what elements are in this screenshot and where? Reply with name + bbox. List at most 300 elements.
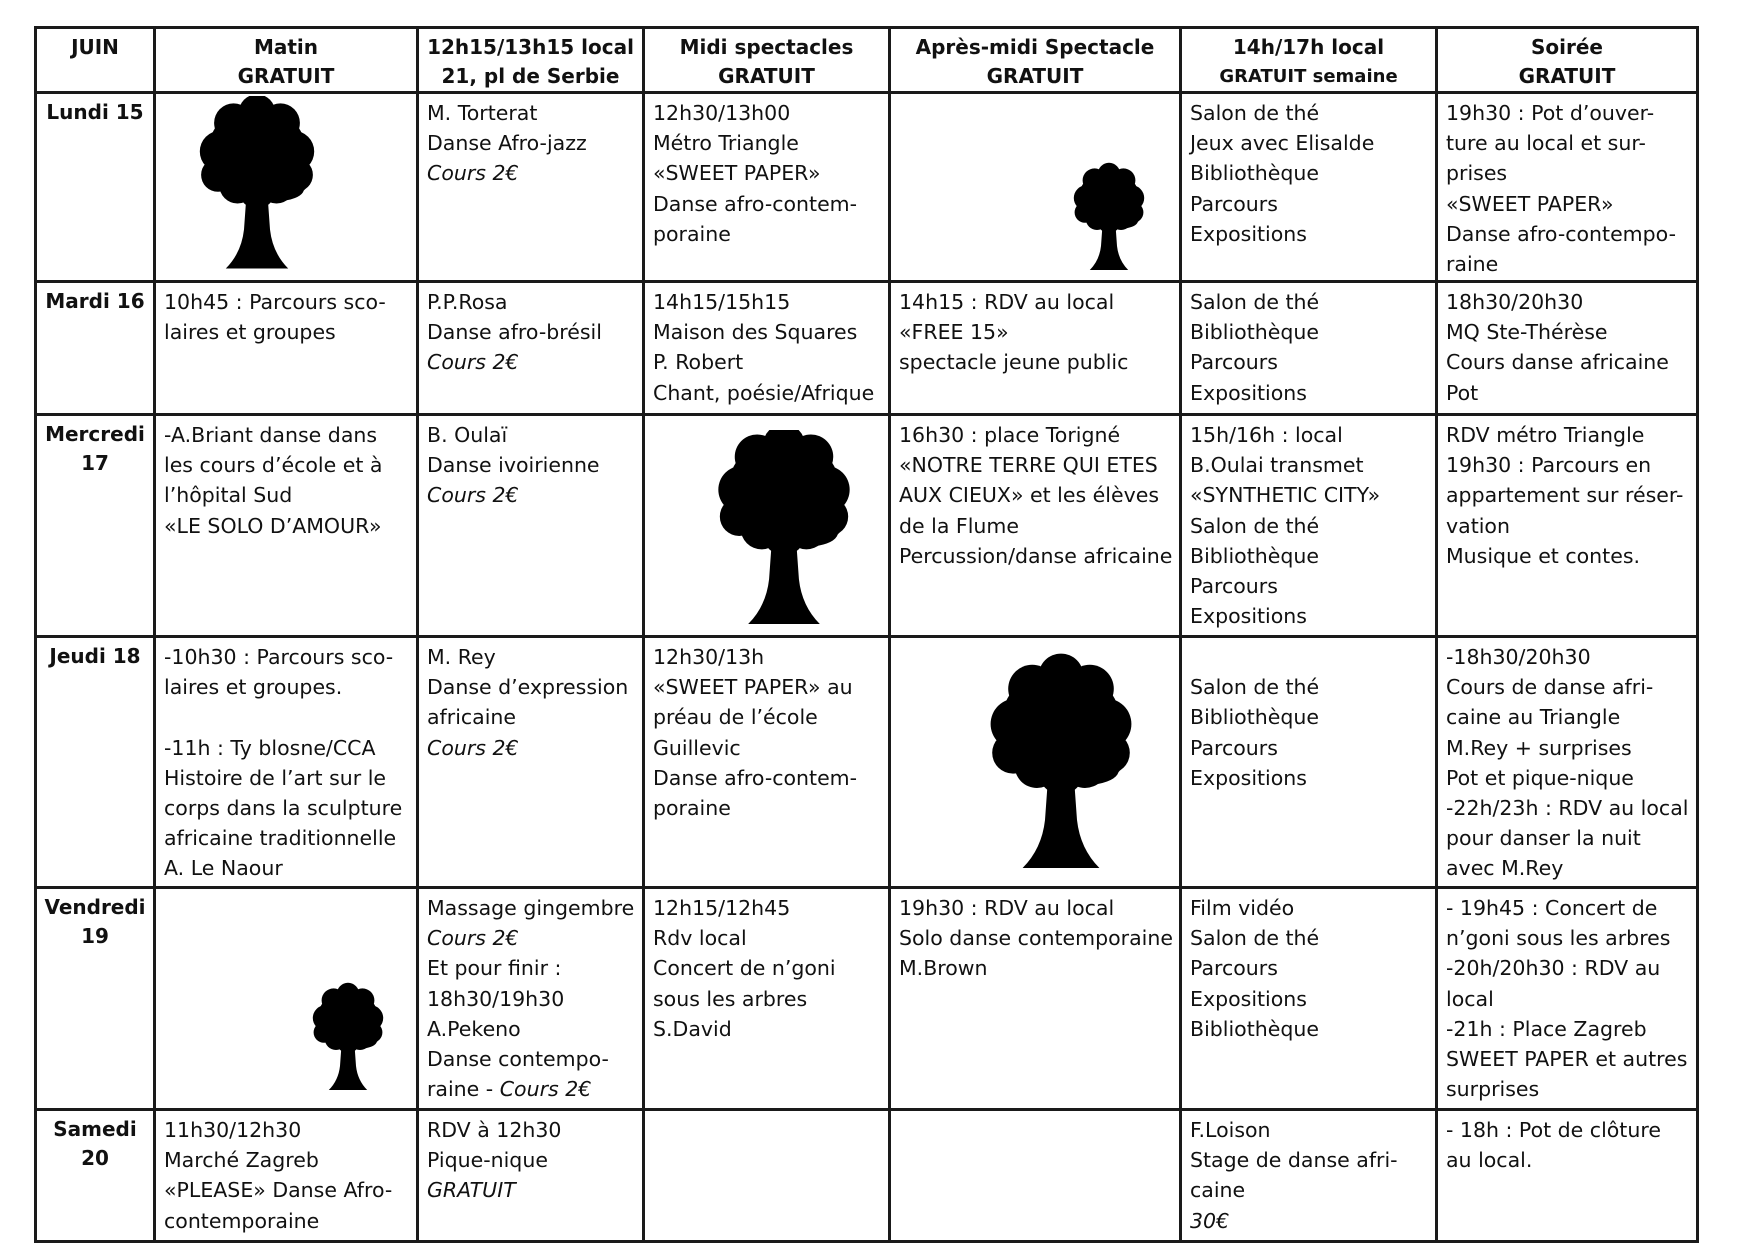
cell-text-line bbox=[427, 1145, 636, 1175]
cell-local-14-17 bbox=[1181, 282, 1437, 415]
schedule-row bbox=[36, 93, 1698, 282]
cell-text: Bibliothèque bbox=[1190, 705, 1319, 730]
cell-text: 19h30 : Pot d’ouver- bbox=[1446, 101, 1655, 125]
cell-text-line bbox=[164, 1145, 410, 1175]
day-label bbox=[36, 93, 155, 282]
cell-text: Danse afro-contempo- bbox=[1446, 221, 1676, 246]
cell-local-14-17 bbox=[1181, 1110, 1437, 1242]
header-row bbox=[36, 28, 1698, 93]
cell-text: raine bbox=[1446, 252, 1499, 277]
cell-text: -18h30/20h30 bbox=[1446, 645, 1591, 669]
cell-text-line bbox=[1190, 98, 1429, 128]
cell-text: Film vidéo bbox=[1190, 896, 1295, 920]
cell-text: Et pour finir : bbox=[427, 956, 562, 981]
cell-text-line bbox=[653, 672, 882, 702]
cell-text-line bbox=[1190, 672, 1429, 702]
cell-soiree bbox=[1437, 415, 1698, 637]
cell-midi-spectacles bbox=[644, 1110, 890, 1242]
header-month: JUIN bbox=[36, 28, 155, 93]
cell-text-line bbox=[1446, 450, 1690, 480]
cell-text-line bbox=[899, 420, 1173, 450]
day-label-line: 20 bbox=[81, 1146, 109, 1170]
cell-text-line bbox=[164, 511, 410, 541]
cell-text-line bbox=[427, 98, 636, 128]
cell-text: Stage de danse afri- bbox=[1190, 1148, 1398, 1173]
cell-text: GRATUIT bbox=[427, 1178, 516, 1203]
afro-silhouette-icon bbox=[981, 650, 1141, 878]
cell-text-line bbox=[1446, 853, 1690, 883]
cell-text: sous les arbres bbox=[653, 986, 808, 1011]
cell-text-line bbox=[899, 317, 1173, 347]
cell-text: Expositions bbox=[1190, 604, 1307, 629]
cell-text: 12h30/13h bbox=[653, 645, 765, 669]
cell-midi-local bbox=[418, 888, 644, 1110]
cell-text: appartement sur réser- bbox=[1446, 483, 1684, 508]
cell-local-14-17 bbox=[1181, 637, 1437, 888]
cell-text-line bbox=[653, 347, 882, 377]
cell-midi-local bbox=[418, 93, 644, 282]
afro-silhouette-icon bbox=[1069, 162, 1149, 274]
cell-text: Métro Triangle bbox=[653, 131, 799, 156]
day-label-line: Mercredi bbox=[45, 422, 145, 446]
cell-text-line bbox=[653, 984, 882, 1014]
cell-text-line bbox=[1446, 1074, 1690, 1104]
cell-text-line bbox=[427, 420, 636, 450]
cell-text: Marché Zagreb bbox=[164, 1148, 319, 1173]
day-label-line: Samedi bbox=[53, 1117, 137, 1141]
cell-text-line bbox=[899, 450, 1173, 480]
cell-text-line bbox=[1190, 450, 1429, 480]
cell-text: Expositions bbox=[1190, 765, 1307, 790]
cell-soiree bbox=[1437, 1110, 1698, 1242]
cell-text: 19h30 : Parcours en bbox=[1446, 453, 1652, 478]
cell-text: Musique et contes. bbox=[1446, 543, 1641, 568]
cell-text-line bbox=[1446, 793, 1690, 823]
cell-text-line bbox=[164, 317, 410, 347]
cell-text: Histoire de l’art sur le bbox=[164, 765, 386, 790]
cell-text: Parcours bbox=[1190, 574, 1278, 599]
cell-text-line bbox=[899, 287, 1173, 317]
cell-text: poraine bbox=[653, 221, 731, 246]
cell-text: 14h15 : RDV au local bbox=[899, 290, 1115, 314]
cell-midi-spectacles bbox=[644, 93, 890, 282]
cell-text: -21h : Place Zagreb bbox=[1446, 1016, 1647, 1041]
cell-text-line bbox=[427, 347, 636, 377]
cell-text-line bbox=[427, 733, 636, 763]
cell-text-line bbox=[899, 893, 1173, 923]
day-label bbox=[36, 1110, 155, 1242]
cell-text-line bbox=[653, 893, 882, 923]
cell-text-line bbox=[1190, 511, 1429, 541]
cell-text-line bbox=[1190, 1145, 1429, 1175]
cell-soiree bbox=[1437, 637, 1698, 888]
cell-text-line bbox=[899, 480, 1173, 510]
cell-text-line bbox=[427, 893, 636, 923]
cell-text-line bbox=[1446, 128, 1690, 158]
cell-text: Danse afro-contem- bbox=[653, 191, 858, 216]
cell-text-line bbox=[164, 793, 410, 823]
cell-text: «LE SOLO D’AMOUR» bbox=[164, 513, 382, 538]
schedule-row bbox=[36, 282, 1698, 415]
cell-text-line bbox=[1190, 601, 1429, 631]
schedule-row bbox=[36, 637, 1698, 888]
cell-text-line bbox=[899, 953, 1173, 983]
cell-text: caine au Triangle bbox=[1446, 705, 1621, 730]
cell-text-line bbox=[1446, 287, 1690, 317]
cell-text-line bbox=[1190, 893, 1429, 923]
cell-text: Cours 2€ bbox=[427, 161, 519, 186]
cell-text: Danse ivoirienne bbox=[427, 453, 600, 478]
cell-local-14-17 bbox=[1181, 93, 1437, 282]
cell-matin bbox=[155, 888, 418, 1110]
cell-text-line bbox=[653, 98, 882, 128]
cell-text: l’hôpital Sud bbox=[164, 483, 293, 508]
cell-text: B. Oulaï bbox=[427, 423, 508, 447]
cell-text-line bbox=[164, 1115, 410, 1145]
cell-text-line bbox=[1446, 378, 1690, 408]
cell-text: Salon de thé bbox=[1190, 290, 1320, 314]
cell-text-line bbox=[1190, 219, 1429, 249]
cell-text: Expositions bbox=[1190, 986, 1307, 1011]
cell-text-line bbox=[653, 378, 882, 408]
cell-text: laires et groupes bbox=[164, 320, 336, 345]
cell-text-line bbox=[1446, 189, 1690, 219]
cell-text: Danse Afro-jazz bbox=[427, 131, 587, 156]
cell-text-line bbox=[653, 128, 882, 158]
cell-text-line bbox=[1446, 98, 1690, 128]
header-soiree: Soirée GRATUIT bbox=[1437, 28, 1698, 93]
cell-text: Cours 2€ bbox=[427, 483, 519, 508]
cell-text-line bbox=[899, 541, 1173, 571]
day-label-line: 17 bbox=[81, 451, 109, 475]
cell-text-line bbox=[1190, 571, 1429, 601]
cell-text: M.Brown bbox=[899, 956, 988, 981]
cell-apres-midi bbox=[890, 415, 1181, 637]
day-label-line: Lundi 15 bbox=[46, 100, 144, 124]
day-label-line: Vendredi bbox=[44, 895, 146, 919]
cell-text-line bbox=[1190, 953, 1429, 983]
cell-text-line bbox=[1446, 642, 1690, 672]
cell-text-line bbox=[427, 702, 636, 732]
cell-text: P.P.Rosa bbox=[427, 290, 508, 314]
cell-text-italic: Cours 2€ bbox=[499, 1077, 592, 1102]
cell-text: Cours 2€ bbox=[427, 350, 519, 375]
cell-midi-spectacles bbox=[644, 415, 890, 637]
cell-text-line bbox=[1446, 541, 1690, 571]
cell-text-line bbox=[427, 128, 636, 158]
cell-text: contemporaine bbox=[164, 1208, 320, 1233]
cell-text: Cours 2€ bbox=[427, 926, 519, 951]
cell-text: n’goni sous les arbres bbox=[1446, 926, 1671, 951]
cell-text-line bbox=[1190, 158, 1429, 188]
cell-text: Salon de thé bbox=[1190, 926, 1320, 951]
cell-midi-local bbox=[418, 1110, 644, 1242]
cell-text: Parcours bbox=[1190, 350, 1278, 375]
cell-text: laires et groupes. bbox=[164, 675, 343, 700]
cell-text-line bbox=[427, 480, 636, 510]
cell-text-line bbox=[1446, 923, 1690, 953]
cell-text: Pique-nique bbox=[427, 1148, 548, 1173]
cell-text: 30€ bbox=[1190, 1208, 1230, 1233]
cell-text: M.Rey + surprises bbox=[1446, 735, 1632, 760]
cell-text: de la Flume bbox=[899, 513, 1019, 538]
cell-text-line bbox=[1190, 420, 1429, 450]
cell-text-line bbox=[164, 1206, 410, 1236]
cell-midi-spectacles bbox=[644, 282, 890, 415]
cell-text: -22h/23h : RDV au local bbox=[1446, 796, 1689, 821]
day-label-line: 19 bbox=[81, 924, 109, 948]
cell-text: Massage gingembre bbox=[427, 896, 635, 920]
cell-text-line bbox=[427, 1115, 636, 1145]
cell-text-line bbox=[427, 1175, 636, 1205]
cell-text: Guillevic bbox=[653, 735, 741, 760]
cell-text: Bibliothèque bbox=[1190, 1016, 1319, 1041]
cell-midi-local bbox=[418, 282, 644, 415]
cell-text-line bbox=[1190, 1175, 1429, 1205]
cell-text: «PLEASE» Danse Afro- bbox=[164, 1178, 393, 1203]
cell-text-line bbox=[427, 672, 636, 702]
cell-text-line bbox=[427, 450, 636, 480]
cell-text-line bbox=[1190, 287, 1429, 317]
cell-text-line bbox=[164, 672, 410, 702]
cell-midi-local bbox=[418, 415, 644, 637]
cell-text-line bbox=[1446, 347, 1690, 377]
cell-text: -20h/20h30 : RDV au bbox=[1446, 956, 1661, 981]
cell-text-line bbox=[653, 219, 882, 249]
cell-text-line bbox=[1190, 984, 1429, 1014]
cell-text-line bbox=[1190, 1115, 1429, 1145]
cell-text: Parcours bbox=[1190, 735, 1278, 760]
cell-text: Pot et pique-nique bbox=[1446, 765, 1634, 790]
cell-text-line bbox=[653, 953, 882, 983]
cell-text-line bbox=[653, 287, 882, 317]
cell-matin bbox=[155, 93, 418, 282]
cell-text: surprises bbox=[1446, 1077, 1540, 1102]
cell-text: spectacle jeune public bbox=[899, 350, 1129, 375]
cell-text: 19h30 : RDV au local bbox=[899, 896, 1115, 920]
cell-text-line bbox=[1446, 733, 1690, 763]
cell-text: «SWEET PAPER» bbox=[1446, 191, 1614, 216]
cell-midi-spectacles bbox=[644, 637, 890, 888]
cell-text-line bbox=[1446, 763, 1690, 793]
afro-silhouette-icon bbox=[192, 96, 322, 272]
cell-text-line bbox=[1446, 249, 1690, 279]
cell-apres-midi bbox=[890, 93, 1181, 282]
cell-text: Solo danse contemporaine bbox=[899, 926, 1173, 951]
cell-text-line bbox=[1190, 189, 1429, 219]
cell-text-line bbox=[653, 317, 882, 347]
cell-text-line bbox=[1190, 702, 1429, 732]
cell-text: Salon de thé bbox=[1190, 101, 1320, 125]
cell-text-line bbox=[427, 317, 636, 347]
day-label bbox=[36, 282, 155, 415]
cell-text: A.Pekeno bbox=[427, 1016, 521, 1041]
cell-text: «NOTRE TERRE QUI ETES bbox=[899, 453, 1158, 478]
cell-text: vation bbox=[1446, 513, 1510, 538]
day-label bbox=[36, 888, 155, 1110]
day-label bbox=[36, 415, 155, 637]
cell-text-line bbox=[1446, 672, 1690, 702]
cell-text-line bbox=[1446, 219, 1690, 249]
cell-text-line bbox=[1190, 480, 1429, 510]
cell-text-line bbox=[1190, 763, 1429, 793]
cell-text: M. Rey bbox=[427, 645, 496, 669]
cell-text: «SYNTHETIC CITY» bbox=[1190, 483, 1381, 508]
cell-text: africaine bbox=[427, 705, 517, 730]
cell-text: Chant, poésie/Afrique bbox=[653, 380, 875, 405]
cell-text: africaine traditionnelle bbox=[164, 826, 397, 851]
cell-text-line bbox=[1190, 1014, 1429, 1044]
cell-text-line bbox=[164, 450, 410, 480]
cell-text-line bbox=[164, 287, 410, 317]
line-spacer bbox=[164, 702, 410, 732]
cell-soiree bbox=[1437, 93, 1698, 282]
cell-text-line bbox=[1190, 923, 1429, 953]
cell-text: Parcours bbox=[1190, 956, 1278, 981]
cell-text: 18h30/19h30 bbox=[427, 986, 565, 1011]
cell-text-line bbox=[653, 702, 882, 732]
cell-text-line bbox=[427, 158, 636, 188]
cell-text-line bbox=[1190, 733, 1429, 763]
cell-text-line bbox=[1190, 317, 1429, 347]
cell-text: 15h/16h : local bbox=[1190, 423, 1343, 447]
cell-text-line bbox=[1446, 953, 1690, 983]
cell-text-line bbox=[1190, 541, 1429, 571]
cell-text: AUX CIEUX» et les élèves bbox=[899, 483, 1160, 508]
cell-text: RDV à 12h30 bbox=[427, 1118, 562, 1142]
cell-text: Danse contempo- bbox=[427, 1047, 609, 1072]
cell-text-line bbox=[1446, 984, 1690, 1014]
cell-soiree bbox=[1437, 888, 1698, 1110]
cell-text-line bbox=[1190, 378, 1429, 408]
cell-text: Concert de n’goni bbox=[653, 956, 836, 981]
cell-text: raine - bbox=[427, 1077, 500, 1102]
cell-text: M. Torterat bbox=[427, 101, 538, 125]
cell-text: -11h : Ty blosne/CCA bbox=[164, 735, 376, 760]
cell-soiree bbox=[1437, 282, 1698, 415]
cell-text: Danse afro-brésil bbox=[427, 320, 602, 345]
cell-midi-spectacles bbox=[644, 888, 890, 1110]
cell-apres-midi bbox=[890, 888, 1181, 1110]
cell-text: ture au local et sur- bbox=[1446, 131, 1646, 156]
cell-local-14-17 bbox=[1181, 415, 1437, 637]
cell-text: local bbox=[1446, 986, 1494, 1011]
cell-text-line bbox=[427, 1044, 636, 1074]
cell-text-line bbox=[427, 1074, 636, 1104]
cell-text: poraine bbox=[653, 796, 731, 821]
cell-text-line bbox=[1190, 347, 1429, 377]
cell-text-line bbox=[427, 287, 636, 317]
cell-text-line bbox=[427, 642, 636, 672]
cell-matin bbox=[155, 415, 418, 637]
cell-text: SWEET PAPER et autres bbox=[1446, 1047, 1688, 1072]
line-spacer bbox=[1190, 642, 1429, 672]
cell-text-line bbox=[427, 984, 636, 1014]
cell-text: 18h30/20h30 bbox=[1446, 290, 1584, 314]
cell-text: - 18h : Pot de clôture bbox=[1446, 1118, 1661, 1142]
cell-text: 12h30/13h00 bbox=[653, 101, 791, 125]
cell-text: P. Robert bbox=[653, 350, 744, 375]
cell-text-line bbox=[1190, 1206, 1429, 1236]
cell-text: B.Oulai transmet bbox=[1190, 453, 1364, 478]
cell-text-line bbox=[1446, 702, 1690, 732]
cell-text-line bbox=[899, 347, 1173, 377]
cell-text: Danse d’expression bbox=[427, 675, 629, 700]
cell-text-line bbox=[899, 923, 1173, 953]
cell-matin bbox=[155, 1110, 418, 1242]
cell-text: F.Loison bbox=[1190, 1118, 1271, 1142]
cell-text-line bbox=[1446, 420, 1690, 450]
cell-midi-local bbox=[418, 637, 644, 888]
cell-text: Cours danse africaine bbox=[1446, 350, 1669, 375]
header-matin: Matin GRATUIT bbox=[155, 28, 418, 93]
cell-text-line bbox=[653, 189, 882, 219]
cell-text-line bbox=[1446, 158, 1690, 188]
cell-text: -A.Briant danse dans bbox=[164, 423, 378, 447]
cell-text-line bbox=[164, 733, 410, 763]
header-midi-spectacles: Midi spectacles GRATUIT bbox=[644, 28, 890, 93]
cell-text-line bbox=[653, 793, 882, 823]
cell-text: prises bbox=[1446, 161, 1508, 186]
cell-text-line bbox=[164, 763, 410, 793]
day-label bbox=[36, 637, 155, 888]
cell-text: caine bbox=[1190, 1178, 1246, 1203]
cell-apres-midi bbox=[890, 637, 1181, 888]
day-label-line: Mardi 16 bbox=[45, 289, 145, 313]
cell-text-line bbox=[164, 1175, 410, 1205]
cell-text-line bbox=[164, 823, 410, 853]
cell-local-14-17 bbox=[1181, 888, 1437, 1110]
cell-text: Percussion/danse africaine bbox=[899, 543, 1173, 568]
cell-text: préau de l’école bbox=[653, 705, 818, 730]
cell-text: Bibliothèque bbox=[1190, 320, 1319, 345]
cell-text: pour danser la nuit bbox=[1446, 826, 1641, 851]
cell-text-line bbox=[164, 420, 410, 450]
cell-text: Jeux avec Elisalde bbox=[1190, 131, 1375, 156]
schedule-row bbox=[36, 1110, 1698, 1242]
day-label-line: Jeudi 18 bbox=[49, 644, 141, 668]
cell-text-line bbox=[1446, 823, 1690, 853]
cell-text-line bbox=[653, 642, 882, 672]
cell-text: Parcours bbox=[1190, 191, 1278, 216]
cell-text-line bbox=[1446, 480, 1690, 510]
cell-text-line bbox=[899, 511, 1173, 541]
header-apres-midi: Après-midi Spectacle GRATUIT bbox=[890, 28, 1181, 93]
cell-text: Maison des Squares bbox=[653, 320, 858, 345]
schedule-table bbox=[34, 26, 1699, 1243]
cell-text: MQ Ste-Thérèse bbox=[1446, 320, 1608, 345]
cell-matin bbox=[155, 637, 418, 888]
cell-text: Bibliothèque bbox=[1190, 543, 1319, 568]
cell-text: Salon de thé bbox=[1190, 675, 1320, 700]
cell-text: 16h30 : place Torigné bbox=[899, 423, 1121, 447]
cell-text-line bbox=[1446, 1145, 1690, 1175]
cell-text-line bbox=[1446, 893, 1690, 923]
cell-text-line bbox=[1446, 511, 1690, 541]
cell-text: - 19h45 : Concert de bbox=[1446, 896, 1658, 920]
header-local-14-17: 14h/17h local GRATUIT semaine bbox=[1181, 28, 1437, 93]
cell-text-line bbox=[164, 480, 410, 510]
cell-text: S.David bbox=[653, 1016, 732, 1041]
cell-text: Salon de thé bbox=[1190, 513, 1320, 538]
header-midi-local: 12h15/13h15 local 21, pl de Serbie bbox=[418, 28, 644, 93]
cell-text-line bbox=[1190, 128, 1429, 158]
cell-text: A. Le Naour bbox=[164, 856, 283, 881]
cell-text-line bbox=[653, 763, 882, 793]
cell-text: Bibliothèque bbox=[1190, 161, 1319, 186]
cell-text: «SWEET PAPER» au bbox=[653, 675, 853, 700]
cell-text: les cours d’école et à bbox=[164, 453, 383, 478]
